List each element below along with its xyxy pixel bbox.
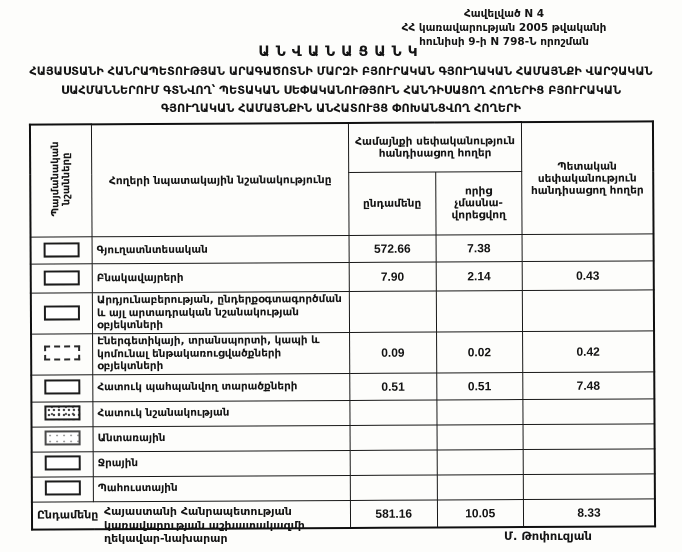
col-header-state-property: Պետական սեփականություն հանդիսացող հողեր <box>521 121 653 234</box>
legend-box-icon <box>44 305 80 320</box>
land-purpose-label: Էներգետիկայի, տրանսպորտի, կապի և կոմունալ ենթակառուցվածքների օբյեկտների <box>93 332 350 374</box>
land-purpose-label: Հատուկ նշանակության <box>93 400 350 426</box>
table-row-agricultural <box>31 234 654 264</box>
land-table-wrap <box>29 120 656 530</box>
col-header-conventional-signs-label: Պայմանական նշանները <box>50 141 73 217</box>
land-purpose-label: Արդյունաբերության, ընդերքօգտագործման և այլ արտադրական նշանակության օբյեկտների <box>92 291 349 333</box>
appendix-line: Հավելված N 4 <box>463 8 545 20</box>
sign-cell <box>31 293 93 334</box>
non-privatizable-value: 7.38 <box>436 235 523 262</box>
sign-cell <box>31 237 93 264</box>
state-value: 0.42 <box>523 331 655 372</box>
legend-box-icon <box>44 242 80 257</box>
col-header-land-purpose: Հողերի նպատակային նշանակությունը <box>91 123 349 237</box>
table-row-settlements <box>31 261 654 293</box>
community-total-value: 572.66 <box>349 235 436 262</box>
sign-cell <box>32 476 94 501</box>
non-privatizable-value <box>436 399 523 424</box>
legend-box-icon <box>45 455 81 470</box>
total-community-value: 581.16 <box>350 500 437 528</box>
sign-cell <box>32 426 94 451</box>
appendix-line: հունիսի 9-ի N 798-Ն որոշման <box>419 36 589 48</box>
land-purpose-label: Գյուղատնտեսական <box>92 235 349 263</box>
community-total-value <box>350 425 437 450</box>
sign-cell <box>32 451 94 476</box>
community-total-value: 0.09 <box>350 332 437 373</box>
page-subtitle <box>0 63 682 119</box>
subtitle-line: ՍԱՀՄԱՆՆԵՐՈՒՄ ԳՏՆՎՈՂ՝ ՊԵՏԱԿԱՆ ՍԵՓԱԿԱՆՈՒԹՅՈՒՆ ՀԱՆԴԻՍԱՑՈՂ ՀՈՂԵՐԻՑ ԲՅՈՒՐԱԿԱՆ <box>60 83 622 97</box>
non-privatizable-value: 2.14 <box>436 262 523 291</box>
state-value: 0.43 <box>522 261 654 291</box>
issuer-block <box>104 505 305 546</box>
table-header-row-1 <box>30 121 653 174</box>
state-value <box>523 473 655 499</box>
legend-box-icon <box>44 405 80 420</box>
land-transfer-table <box>29 120 656 530</box>
table-row-infrastructure <box>31 331 654 375</box>
non-privatizable-value <box>437 449 524 474</box>
table-row-reserve <box>32 473 655 501</box>
sign-cell <box>31 264 93 293</box>
sign-cell <box>31 334 93 375</box>
col-header-community-property-group: Համայնքի սեփականություն հանդիսացող հողեր <box>348 122 521 172</box>
non-privatizable-value <box>436 291 523 332</box>
total-label: Ընդամենը <box>32 500 351 529</box>
land-purpose-label: Անտառային <box>93 425 350 451</box>
col-header-non-privatizable: որից չմասնա- վորեցվող <box>435 172 522 235</box>
community-total-value <box>349 291 436 332</box>
community-total-value <box>350 475 437 500</box>
non-privatizable-value <box>437 474 524 499</box>
issuer-line: ղեկավար-նախարար <box>104 532 228 545</box>
page-title: ԱՆՎԱՆԱՑԱՆԿ <box>258 44 424 60</box>
table-row-forest <box>32 423 655 451</box>
total-state-value: 8.33 <box>523 498 655 526</box>
land-purpose-label: Ջրային <box>93 450 350 476</box>
table-row-water <box>32 448 655 476</box>
state-value <box>523 448 655 474</box>
legend-box-icon <box>45 430 81 445</box>
subtitle-line: ՀԱՅԱՍՏԱՆԻ ՀԱՆՐԱՊԵՏՈՒԹՅԱՆ ԱՐԱԳԱԾՈՏՆԻ ՄԱՐԶԻ ԲՅՈՒՐԱԿԱՆ ԳՅՈՒՂԱԿԱՆ ՀԱՄԱՅՆՔԻ ՎԱՐՉԱԿԱՆ <box>29 65 653 78</box>
appendix-line: ՀՀ կառավարության 2005 թվականի <box>401 22 607 34</box>
sign-cell <box>31 401 93 426</box>
table-row-industrial <box>31 290 654 334</box>
state-value: 7.48 <box>523 371 655 399</box>
state-value <box>523 423 655 449</box>
legend-box-icon <box>44 379 80 394</box>
community-total-value: 0.51 <box>350 373 437 400</box>
state-value <box>523 398 655 424</box>
subtitle-line: ԳՅՈՒՂԱԿԱՆ ՀԱՄԱՅՆՔԻՆ ԱՆՀԱՏՈՒՅՑ ՓՈԽԱՆՑՎՈՂ ՀՈՂԵՐԻ <box>160 102 522 115</box>
land-purpose-label: Հատուկ պահպանվող տարածքների <box>93 373 350 401</box>
issuer-line: Հայաստանի Հանրապետության <box>104 505 292 518</box>
legend-box-icon <box>44 270 80 285</box>
table-row-protected-areas <box>31 371 654 401</box>
col-header-total: ընդամենը <box>349 172 436 235</box>
non-privatizable-value <box>437 424 524 449</box>
table-row-special-purpose <box>31 398 654 426</box>
community-total-value <box>350 400 437 425</box>
col-header-conventional-signs <box>30 124 92 237</box>
appendix-note <box>338 7 670 49</box>
non-privatizable-value: 0.02 <box>436 332 523 373</box>
issuer-line: կառավարության աշխատակազմի <box>104 518 305 532</box>
land-purpose-label: Պահուստային <box>93 475 350 501</box>
community-total-value <box>350 450 437 475</box>
total-non-privatizable-value: 10.05 <box>437 499 524 527</box>
legend-box-icon <box>45 480 81 495</box>
sign-cell <box>31 374 93 401</box>
state-value <box>522 234 654 262</box>
land-purpose-label: Բնակավայրերի <box>92 262 349 292</box>
state-value <box>522 290 654 332</box>
community-total-value: 7.90 <box>349 262 436 291</box>
legend-box-icon <box>44 346 80 361</box>
non-privatizable-value: 0.51 <box>436 372 523 399</box>
signatory-name: Մ. Թոփուզյան <box>504 529 592 543</box>
